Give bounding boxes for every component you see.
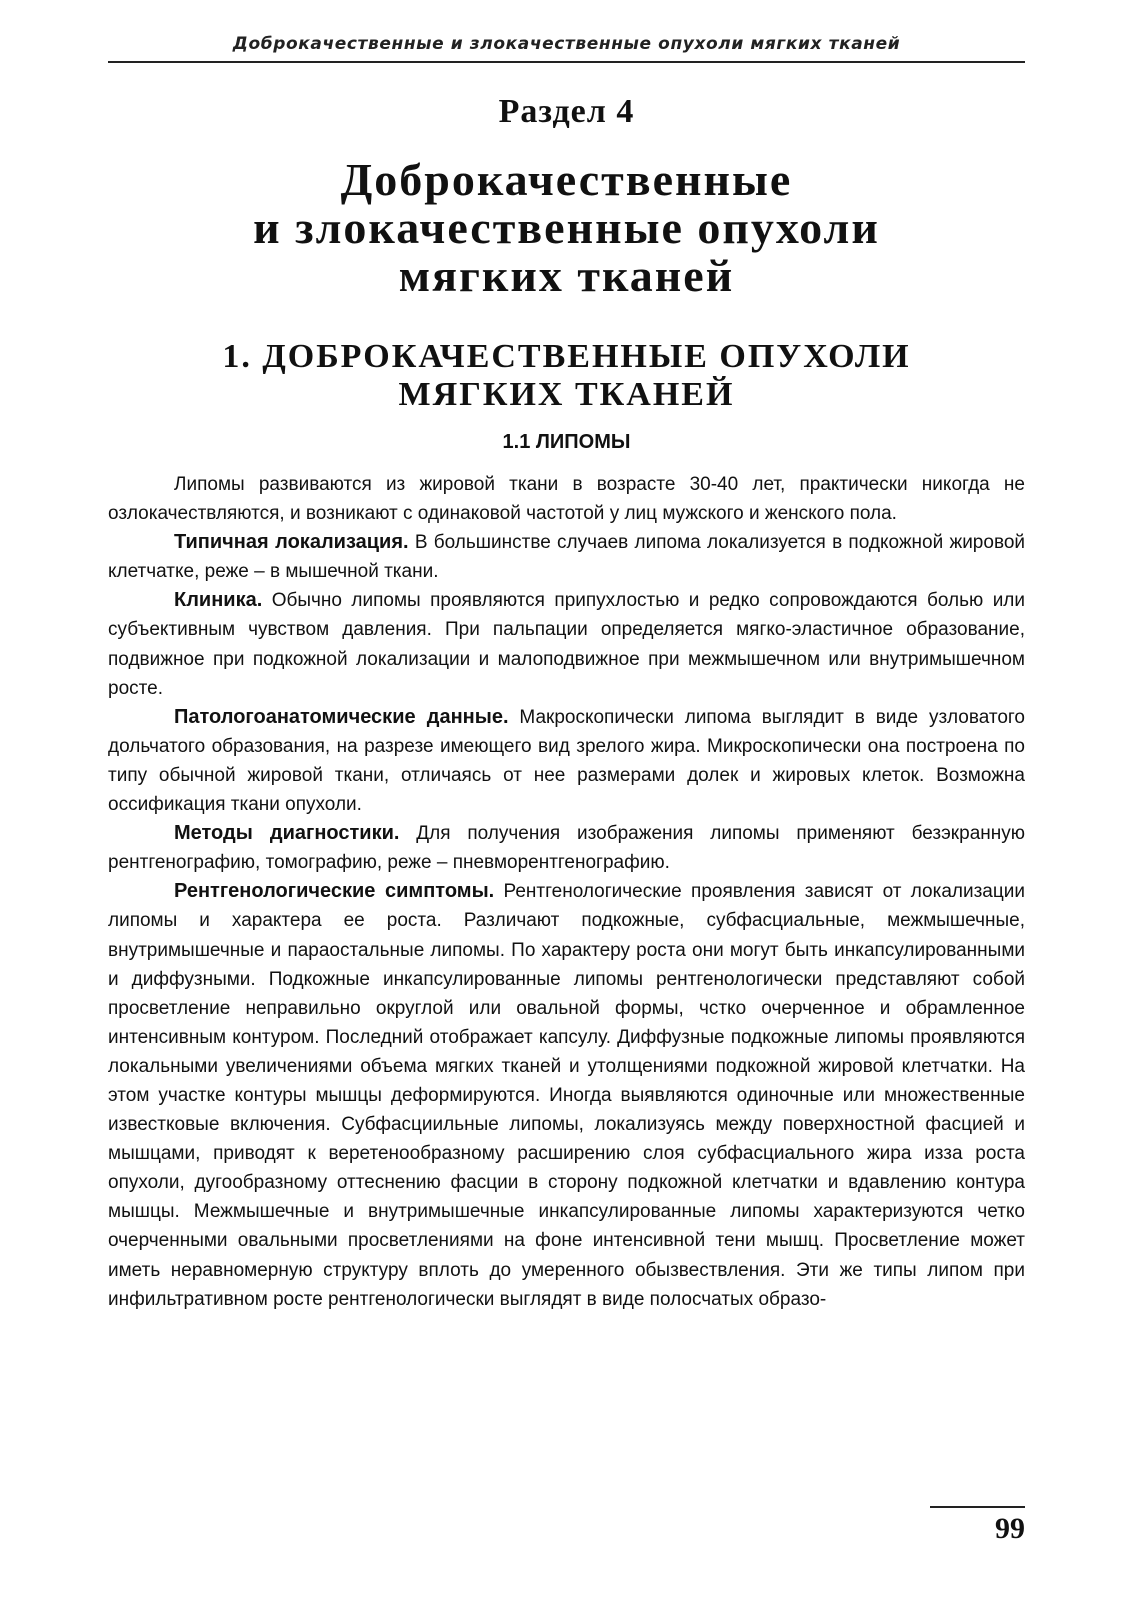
paragraph-xray-symptoms — [108, 877, 1025, 1313]
subsubsection-title: 1.1 ЛИПОМЫ — [502, 431, 631, 453]
chapter-title-line: и злокачественные опухоли — [253, 202, 880, 253]
paragraph-pathology — [108, 703, 1025, 819]
section-label: Раздел 4 — [498, 93, 635, 130]
paragraph-intro — [108, 470, 1025, 528]
subsection-title-line: МЯГКИХ ТКАНЕЙ — [398, 376, 735, 413]
paragraph-localization — [108, 528, 1025, 586]
chapter-title — [108, 156, 1025, 300]
paragraph-text: Рентгенологические проявления зависят от локализации липомы и характера ее роста. Различают подкожные, субфасциальные, межмышечные, внутримышечные и параостальные липомы. По характеру роста они могут быть инкапсулированными и диффузными. Подкожные инкапсулированные липомы рентгенологически представляют собой просветление неправильно округлой или овальной формы, чстко очерченное и обрамленное интенсивным контуром. Последний отображает капсулу. Диффузные подкожные липомы проявляются локальными увеличениями объема мягких тканей и утолщениями подкожной жировой клетчатки. На этом участке контуры мышцы деформируются. Иногда выявляются одиночные или множественные известковые включения. Субфасциильные липомы, локализуясь между поверхностной фасцией и мышцами, приводят к веретенообразному расширению слоя субфасциального жира изза роста опухоли, дугообразному оттеснению фасции в сторону подкожной клетчатки и вдавлению контура мышцы. Межмышечные и внутримышечные инкапсулированные липомы характеризуются четко очерченными овальными просветлениями на фоне интенсивной тени мышц. Просветление может иметь неравномерную структуру вплоть до умеренного обызвествления. Эти же типы липом при инфильтративном росте рентгенологически выглядят в виде полосчатых образо- — [108, 881, 1025, 1310]
paragraph-term: Методы диагностики. — [174, 822, 400, 845]
header-rule — [108, 61, 1025, 63]
paragraph-text: Обычно липомы проявляются припухлостью и редко сопровождаются болью или субъективным чувством давления. При пальпации определяется мягко-эластичное образование, подвижное при подкожной локализации и малоподвижное при межмышечном или внутримышечном росте. — [108, 590, 1026, 699]
paragraph-term: Клиника. — [174, 589, 263, 612]
paragraph-diagnostics — [108, 819, 1025, 877]
paragraph-clinic — [108, 586, 1025, 702]
running-header: Доброкачественные и злокачественные опухоли мягких тканей — [232, 34, 901, 54]
subsection-title-line: 1. ДОБРОКАЧЕСТВЕННЫЕ ОПУХОЛИ — [222, 338, 911, 375]
paragraph-term: Патологоанатомические данные. — [174, 705, 509, 728]
paragraph-text: Макроскопически липома выглядит в виде узловатого дольчатого образования, на разрезе имеющего вид зрелого жира. Микроскопически она построена по типу обычной жировой ткани, отличаясь от нее размерами долек и жировых клеток. Возможна оссификация ткани опухоли. — [108, 706, 1025, 816]
subsection-title — [108, 338, 1025, 414]
paragraph-text: Для получения изображения липомы применяют безэкранную рентгенографию, томографию, реже – пневморентгенографию. — [108, 823, 1025, 874]
paragraph-text: Липомы развиваются из жировой ткани в возрасте 30-40 лет, практически никогда не озлокачествляются, и возникают с одинаковой частотой у лиц мужского и женского пола. — [108, 474, 1025, 525]
paragraph-text: В большинстве случаев липома локализуется в подкожной жировой клетчатке, реже – в мышечной ткани. — [108, 532, 1026, 583]
chapter-title-line: Доброкачественные — [340, 154, 793, 205]
page-number: 99 — [995, 1512, 1025, 1545]
footer-rule — [930, 1506, 1025, 1508]
paragraph-term: Рентгенологические симптомы. — [174, 880, 495, 903]
body-text — [108, 470, 1025, 1314]
paragraph-term: Типичная локализация. — [174, 531, 409, 554]
chapter-title-line: мягких тканей — [398, 250, 735, 301]
